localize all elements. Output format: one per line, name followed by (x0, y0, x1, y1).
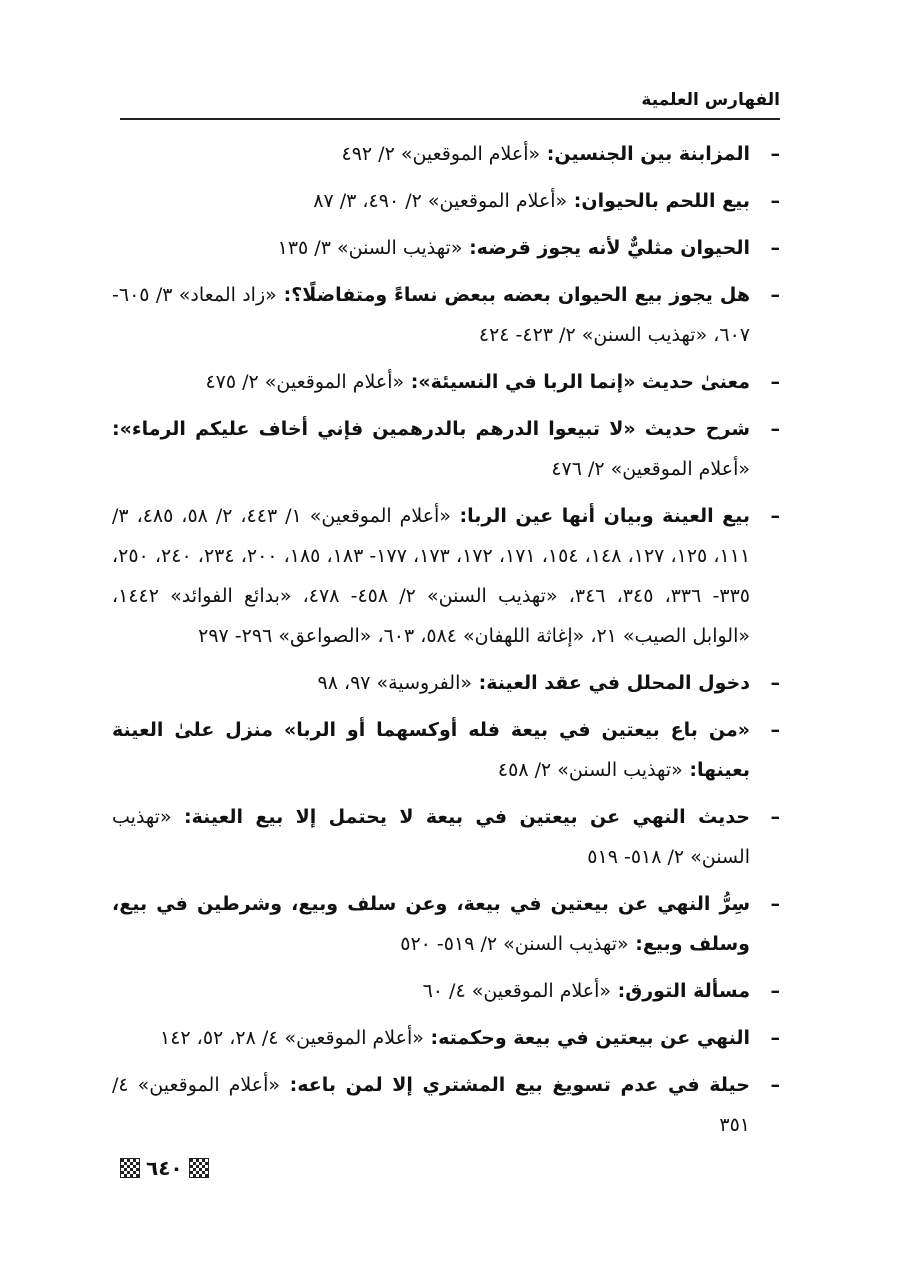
bullet-dash: – (770, 284, 780, 306)
entry-topic: معنىٰ حديث «إنما الربا في النسيئة»: (404, 371, 750, 393)
entry-reference: «أعلام الموقعين» ٤/ ٦٠ (422, 980, 612, 1002)
bullet-dash: – (770, 190, 780, 212)
bullet-dash: – (770, 505, 780, 527)
index-entry (112, 884, 780, 964)
entry-reference: «أعلام الموقعين» ٢/ ٤٧٦ (551, 458, 750, 480)
bullet-dash: – (770, 893, 780, 915)
entry-reference: «أعلام الموقعين» ٢/ ٤٧٥ (205, 371, 405, 393)
index-entry (112, 797, 780, 877)
entry-reference: «أعلام الموقعين» ٢/ ٤٩٢ (341, 143, 541, 165)
entry-topic: الحيوان مثليٌّ لأنه يجوز قرضه: (462, 237, 750, 259)
entry-reference: «أعلام الموقعين» ٢/ ٤٩٠، ٣/ ٨٧ (313, 190, 568, 212)
index-entry (112, 971, 780, 1011)
entry-reference: «تهذيب السنن» ٢/ ٥١٩- ٥٢٠ (400, 933, 629, 955)
entry-topic: «من باع بيعتين في بيعة فله أوكسهما أو الربا» منزل علىٰ العينة بعينها: (112, 719, 750, 781)
index-entry (112, 1065, 780, 1145)
running-header (120, 88, 780, 116)
entry-topic: حديث النهي عن بيعتين في بيعة لا يحتمل إلا بيع العينة: (171, 806, 750, 828)
bullet-dash: – (770, 1074, 780, 1096)
entry-topic: هل يجوز بيع الحيوان بعضه ببعض نساءً ومتفاضلًا؟: (276, 284, 750, 306)
entry-topic: سِرُّ النهي عن بيعتين في بيعة، وعن سلف وبيع، وشرطين في بيع، وسلف وبيع: (112, 893, 750, 955)
index-entry (112, 409, 780, 489)
entry-reference: «تهذيب السنن» ٣/ ١٣٥ (277, 237, 463, 259)
ornament-icon (189, 1158, 209, 1178)
bullet-dash: – (770, 672, 780, 694)
bullet-dash: – (770, 980, 780, 1002)
entry-reference: «تهذيب السنن» ٢/ ٤٥٨ (497, 759, 683, 781)
entry-topic: شرح حديث «لا تبيعوا الدرهم بالدرهمين فإني أخاف عليكم الرماء»: (112, 418, 750, 440)
bullet-dash: – (770, 418, 780, 440)
page-number: ٦٤٠ (146, 1156, 183, 1180)
index-entries-list (112, 134, 780, 1152)
bullet-dash: – (770, 143, 780, 165)
bullet-dash: – (770, 806, 780, 828)
bullet-dash: – (770, 1027, 780, 1049)
entry-topic: بيع اللحم بالحيوان: (567, 190, 750, 212)
entry-reference: «زاد المعاد» ٣/ ٦٠٥- ٦٠٧، «تهذيب السنن» ٢/ ٤٢٣- ٤٢٤ (112, 284, 750, 346)
entry-topic: مسألة التورق: (611, 980, 750, 1002)
index-entry (112, 228, 780, 268)
entry-reference: «أعلام الموقعين» ١/ ٤٤٣، ٢/ ٥٨، ٤٨٥، ٣/ ١١١، ١٢٥، ١٢٧، ١٤٨، ١٥٤، ١٧١، ١٧٢، ١٧٣، ١٧٧- ١٨٣، ١٨٥، ٢٠٠، ٢٣٤، ٢٤٠، ٢٥٠، ٣٣٥- ٣٣٦، ٣٤٥، ٣٤٦، «تهذيب السنن» ٢/ ٤٥٨- ٤٧٨، «بدائع الفوائد» ١٤٤٢، «الوابل الصيب» ٢١، «إغاثة اللهفان» ٥٨٤، ٦٠٣، «الصواعق» ٢٩٦- ٢٩٧ (112, 505, 751, 647)
index-entry (112, 1018, 780, 1058)
entry-reference: «أعلام الموقعين» ٤/ ٣٥١ (112, 1074, 750, 1136)
index-entry (112, 181, 780, 221)
ornament-icon (120, 1158, 140, 1178)
index-entry (112, 710, 780, 790)
entry-topic: دخول المحلل في عقد العينة: (471, 672, 750, 694)
entry-reference: «تهذيب السنن» ٢/ ٥١٨- ٥١٩ (112, 806, 750, 868)
entry-topic: بيع العينة وبيان أنها عين الربا: (450, 505, 750, 527)
index-entry (112, 275, 780, 355)
entry-topic: المزابنة بين الجنسين: (540, 143, 750, 165)
page-footer (120, 1153, 209, 1183)
header-divider (120, 118, 780, 120)
header-title: الفهارس العلمية (641, 90, 780, 110)
bullet-dash: – (770, 371, 780, 393)
index-entry (112, 134, 780, 174)
bullet-dash: – (770, 237, 780, 259)
entry-topic: النهي عن بيعتين في بيعة وحكمته: (423, 1027, 750, 1049)
entry-topic: حيلة في عدم تسويغ بيع المشتري إلا لمن باعه: (280, 1074, 751, 1096)
index-entry (112, 496, 780, 656)
entry-reference: «الفروسية» ٩٧، ٩٨ (317, 672, 472, 694)
entry-reference: «أعلام الموقعين» ٤/ ٢٨، ٥٢، ١٤٢ (160, 1027, 424, 1049)
bullet-dash: – (770, 719, 780, 741)
index-entry (112, 362, 780, 402)
index-entry (112, 663, 780, 703)
